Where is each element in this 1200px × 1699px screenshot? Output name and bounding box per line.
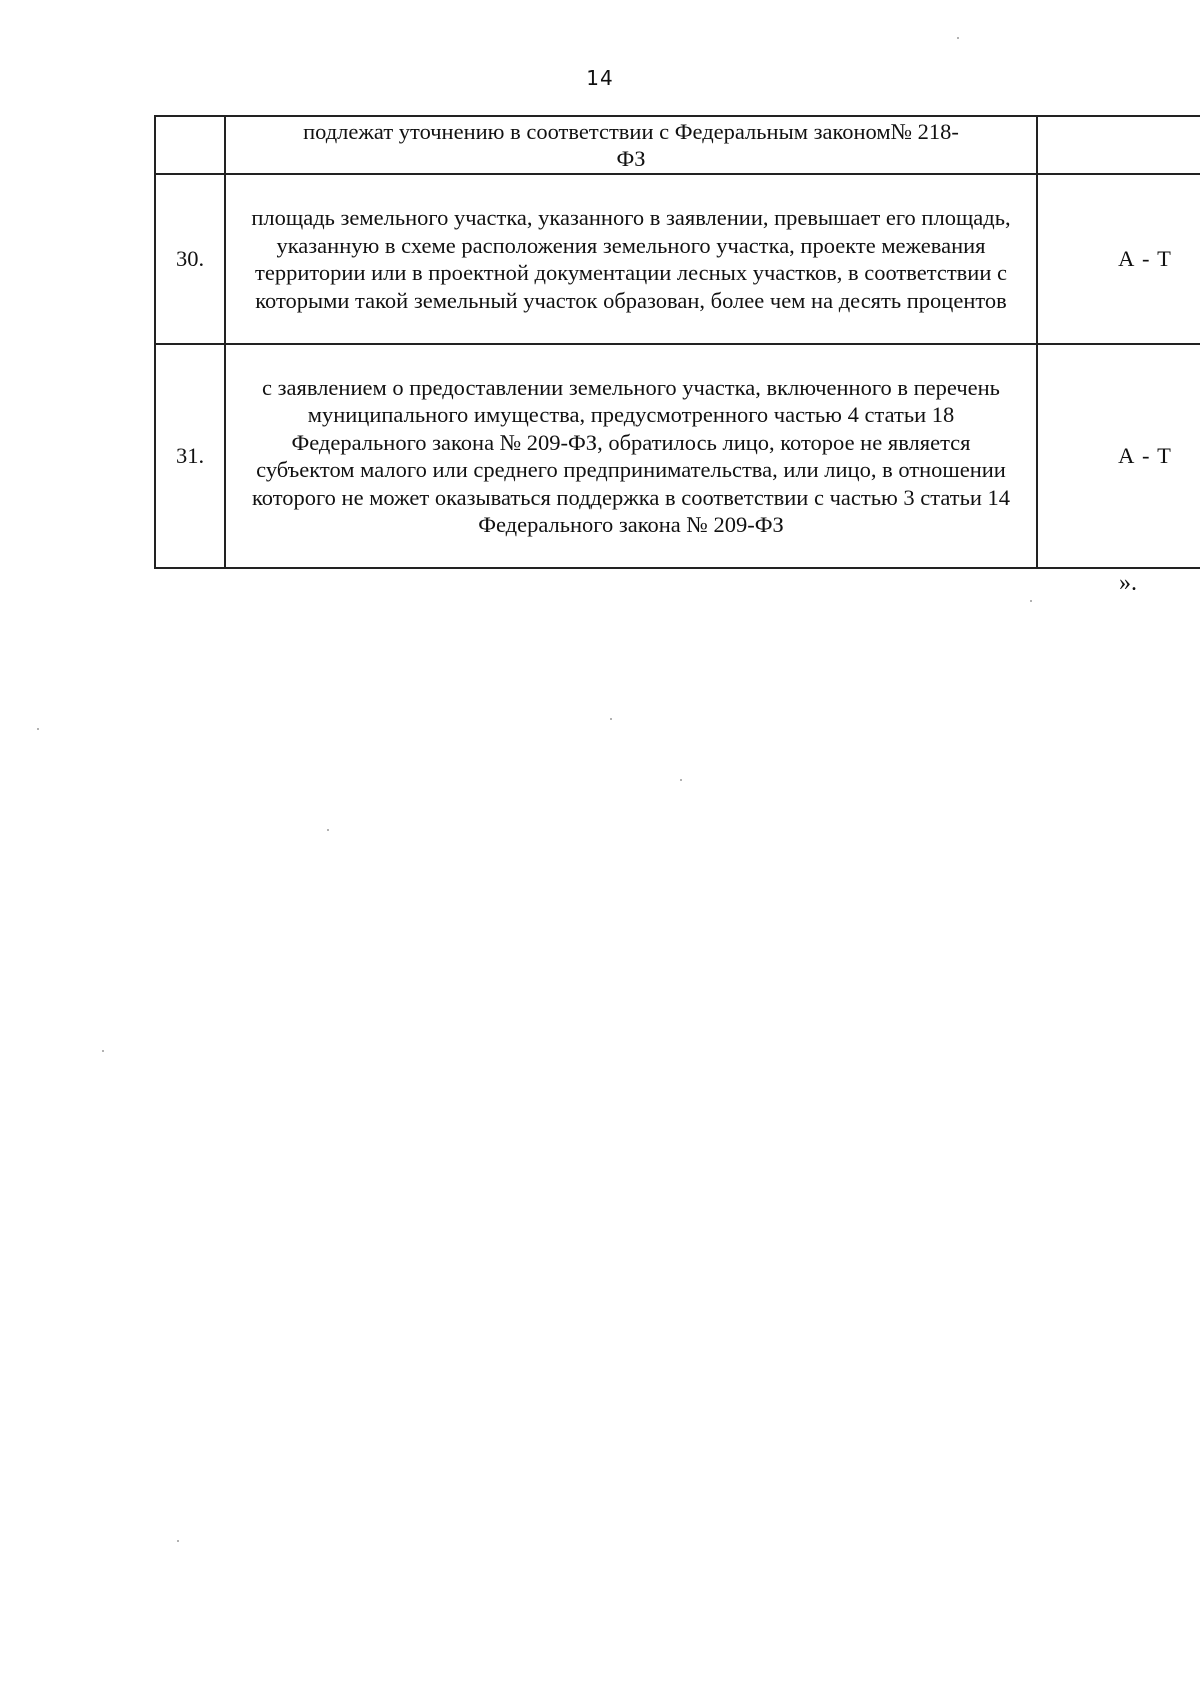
table-row: [155, 116, 1200, 174]
scan-speck: [327, 829, 329, 831]
row-text-content: с заявлением о предоставлении земельного участка, включенного в перечень муниципального имущества, предусмотренного частью 4 статьи 18 Федерального закона № 209-ФЗ, обратилось лицо, которое не является субъектом малого или среднего предпринимательства, или лицо, в отношении которого не может оказываться поддержка в соответствии с частью 3 статьи 14 Федерального закона № 209-ФЗ: [251, 374, 1011, 537]
row-number: 31.: [155, 344, 225, 568]
row-text: [225, 344, 1037, 568]
scan-speck: [1030, 600, 1032, 602]
conditions-table: [154, 115, 1200, 569]
scan-speck: [610, 718, 612, 720]
row-text-content: площадь земельного участка, указанного в заявлении, превышает его площадь, указанную в схеме расположения земельного участка, проекте межевания территории или в проектной документации лесных участков, в соответствии с которыми такой земельный участок образован, более чем на десять процентов: [251, 205, 1011, 313]
row-text-content: подлежат уточнению в соответствии с Федеральным законом№ 218-ФЗ: [303, 118, 959, 171]
row-code: [1037, 116, 1200, 174]
row-code: А - Т: [1037, 344, 1200, 568]
row-code: А - Т: [1037, 174, 1200, 344]
page-number: 14: [586, 66, 614, 90]
table-row: [155, 344, 1200, 568]
row-text: [225, 116, 1037, 174]
scan-speck: [37, 728, 39, 730]
row-number: [155, 116, 225, 174]
scan-speck: [102, 1050, 104, 1052]
closing-quote: ».: [1119, 570, 1137, 596]
scan-speck: [680, 779, 682, 781]
scan-speck: [177, 1540, 179, 1542]
row-number: 30.: [155, 174, 225, 344]
row-text: [225, 174, 1037, 344]
table-row: [155, 174, 1200, 344]
scan-speck: [957, 37, 959, 39]
